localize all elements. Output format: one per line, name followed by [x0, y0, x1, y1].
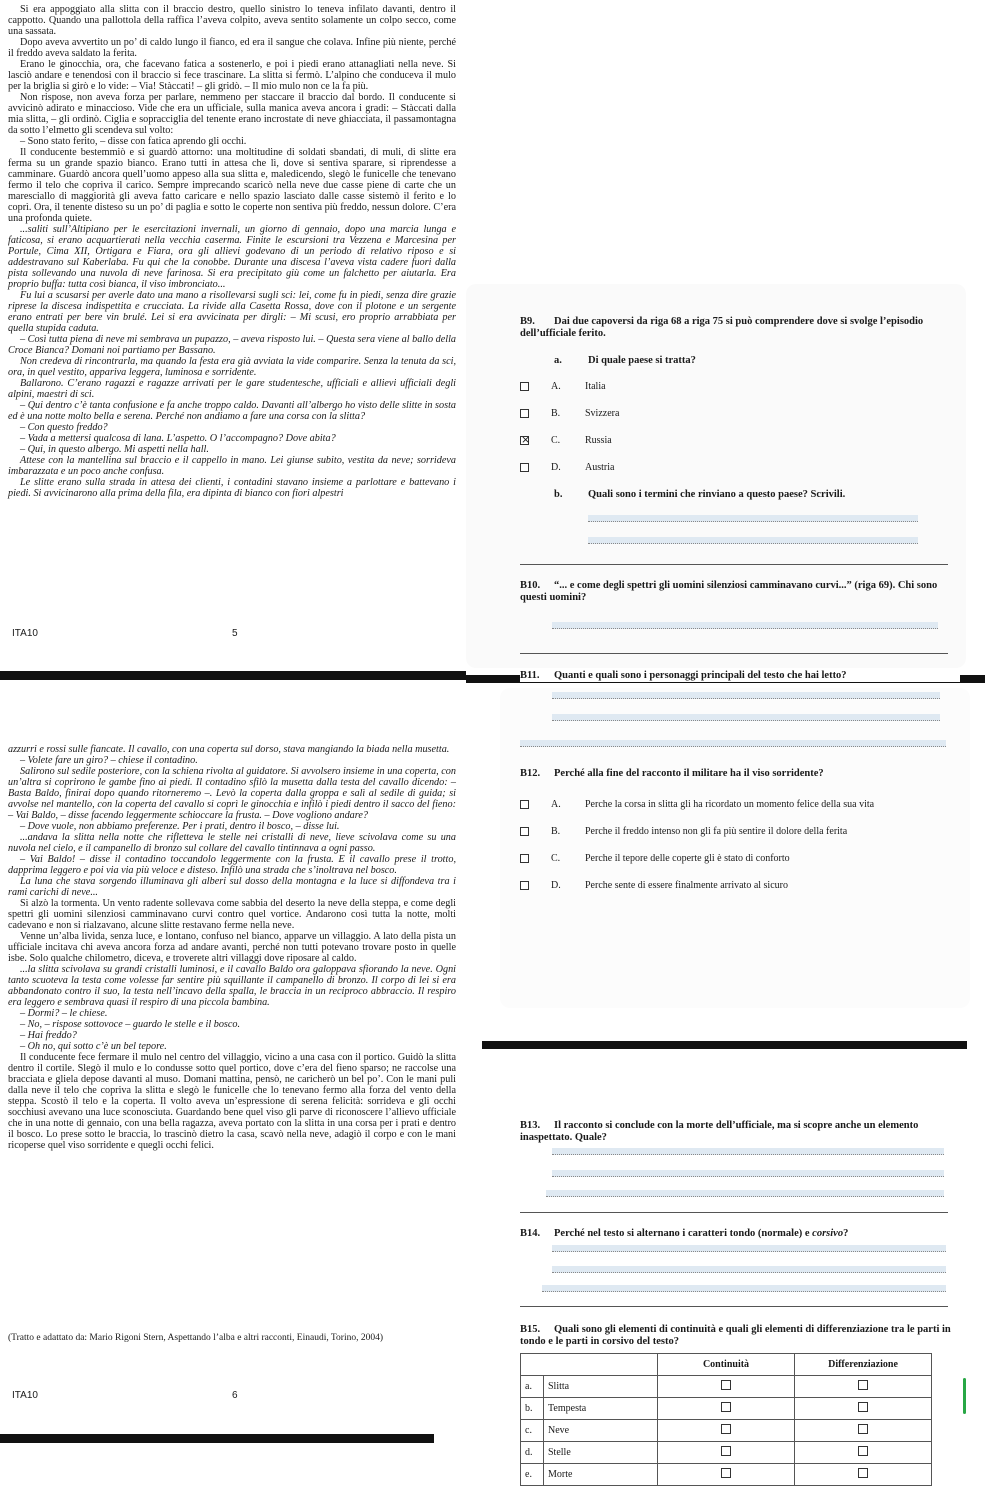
story-paragraph: Dopo aveva avvertito un po’ di caldo lungo il fianco, ed era il sangue che colava. Infine più niente, perché il freddo aveva saldato la ferita. — [8, 37, 456, 59]
differentiation-cell — [795, 1376, 932, 1398]
source-citation — [8, 1333, 456, 1344]
row-item: Slitta — [544, 1376, 658, 1398]
story-paragraph: Ballarono. C’erano ragazzi e ragazze arrivati per le gare studentesche, ufficiali e allievi ufficiali degli alpini, maestri di sci. — [8, 378, 456, 400]
story-paragraph: Attese con la mantellina sul braccio e il cappello in mano. Lei giunse subito, vestita da neve; sorrideva imbarazzata e un poco anche confusa. — [8, 455, 456, 477]
answer-line[interactable] — [552, 1148, 944, 1155]
continuity-checkbox[interactable] — [721, 1468, 731, 1478]
answer-line[interactable] — [552, 622, 938, 629]
page-6-label: ITA10 — [12, 1390, 38, 1401]
differentiation-checkbox[interactable] — [858, 1468, 868, 1478]
option-text: Perche sente di essere finalmente arrivato al sicuro — [585, 879, 788, 891]
story-paragraph: ...andava la slitta nella notte che rifletteva le stelle nei cristalli di neve, lieve scivolava come su una nuvola nel cielo, e il campanello di bronzo sul collare del cavallo tintinnava a ogni passo. — [8, 832, 456, 854]
source-text: (Tratto e adattato da: Mario Rigoni Stern, Aspettando l’alba e altri racconti, Einaudi, Torino, 2004) — [8, 1333, 384, 1343]
story-paragraph: – Qui dentro c’è tanta confusione e fa anche troppo caldo. Davanti all’albergo ho visto delle slitte in sosta ed è una notte molto bella e serena. Perché non andiamo a fare una corsa con la slitta? — [8, 400, 456, 422]
row-letter: b. — [521, 1398, 544, 1420]
answer-line[interactable] — [542, 1285, 946, 1292]
row-letter: d. — [521, 1442, 544, 1464]
row-item: Stelle — [544, 1442, 658, 1464]
question-number: B9. — [520, 316, 535, 327]
option-row[interactable] — [520, 797, 874, 811]
row-letter: a. — [521, 1376, 544, 1398]
continuity-checkbox[interactable] — [721, 1402, 731, 1412]
answer-line[interactable] — [552, 1170, 944, 1177]
option-letter: C. — [551, 434, 561, 446]
page-6-number: 6 — [232, 1390, 238, 1401]
story-paragraph: Venne un’alba livida, senza luce, e lontano, confuso nel bianco, apparve un villaggio. A lato della pista un ufficiale incitava chi aveva ancora forza ad andare avanti, perché non tutti potevano trovare posto in quelle isbe. Solo qualche chilometro, diceva, e troverete altri villaggi dove riposare al caldo. — [8, 931, 456, 964]
option-row[interactable] — [520, 851, 790, 865]
subquestion-text: Quali sono i termini che rinviano a questo paese? Scrivili. — [588, 489, 846, 500]
story-paragraph: ...saliti sull’Altipiano per le esercitazioni invernali, un giorno di gennaio, dopo una marcia lunga e faticosa, si erano acquartierati nella vecchia caserma. Finite le escursioni tra Vezzena e Marcesina per Portule, Cima XII, Ortigara e Fiara, ora gli allievi godevano di un periodo di relativo riposo e si addestravano sul Kaberlaba. Fu qui che la conobbe. Durante una discesa l’aveva vista cadere fuori dalla pista sollevando una nuvola di neve farinosa. Si era precipitato giù come un falchetto per aiutarla. Era proprio buffa: tutta così bianca, il viso imbronciato... — [8, 224, 456, 290]
row-item: Neve — [544, 1420, 658, 1442]
story-paragraph: – Con questo freddo? — [20, 422, 108, 433]
answer-line[interactable] — [588, 515, 918, 522]
subquestion-text: Di quale paese si tratta? — [588, 355, 696, 366]
row-letter: c. — [521, 1420, 544, 1442]
question-text: Il racconto si conclude con la morte dell’ufficiale, ma si scopre anche un elemento inaspettato. Quale? — [520, 1120, 919, 1143]
question-b13 — [520, 1120, 960, 1144]
option-text: Perche la corsa in slitta gli ha ricordato un momento felice della sua vita — [585, 798, 875, 810]
option-row[interactable] — [520, 824, 847, 838]
question-b14 — [520, 1228, 960, 1240]
story-paragraph: – Oh no, qui sotto c’è un bel tepore. — [20, 1041, 167, 1052]
question-page-card — [466, 284, 966, 668]
story-paragraph: – Vada a mettersi qualcosa di lana. L’aspetto. O l’accompagno? Dove abita? — [20, 433, 336, 444]
table-row — [521, 1376, 932, 1398]
option-letter: C. — [551, 852, 561, 864]
story-paragraph: Il conducente bestemmiò e si guardò attorno: una moltitudine di soldati sbandati, di muli, di slitte era ferma su un grande spazio bianco. Erano tutti in attesa che lì, dove si sentiva sparare, si riprendesse a camminare. Guardò ancora quell’uomo appeso alla sua slitta e, maledicendo, slegò le funicelle che tenevano fermo il telo che copriva il carico. Sempre imprecando scaricò nella neve due casse piene di carte che un maresciallo di maggiorità gli aveva fatto caricare e nello spazio lasciato dalle casse sistemò il ferito e lo coprì. Ora, il tenente disteso su un po’ di paglia e sotto le coperte non sentiva più freddo, nessun dolore. C’era una profonda quiete. — [8, 147, 456, 224]
option-text: Russia — [585, 434, 612, 446]
question-text-end: ? — [843, 1228, 849, 1239]
table-row — [521, 1464, 932, 1486]
story-paragraph: – Così tutta piena di neve mi sembrava un pupazzo, – aveva risposto lui. – Questa sera viene al ballo della Croce Bianca? Domani noi partiamo per Bassano. — [8, 334, 456, 356]
option-row[interactable] — [520, 406, 619, 420]
subquestion-letter: b. — [554, 489, 563, 500]
answer-line[interactable] — [588, 537, 918, 544]
story-paragraph: Erano le ginocchia, ora, che facevano fatica a sostenerlo, e poi i piedi erano attanagliati nella neve. Si lasciò andare e tenendosi con il braccio si fece trascinare. La slitta si fermò. L’alpino che conduceva il mulo per la briglia si girò e lo vide: – Via! Stàccati! – gli gridò. – Il mio mulo non ce la fa più. — [8, 59, 456, 92]
checkbox[interactable] — [520, 881, 529, 890]
question-number: B15. — [520, 1324, 541, 1335]
row-item: Tempesta — [544, 1398, 658, 1420]
question-b10 — [520, 580, 960, 604]
subquestion-letter: a. — [554, 355, 562, 366]
option-letter: B. — [551, 825, 561, 837]
story-paragraph: Salirono sul sedile posteriore, con la schiena rivolta al guidatore. Si avvolsero insieme in una coperta, con un’altra si coprirono le gambe fino ai piedi. Il contadino sfilò la musetta dalla testa del cavallo dicendo: – Basta Baldo, finirai dopo quando ritorneremo –. Levò la coperta dalla groppa e salì al sedile di guida; si avvolse nel mantello, con la coperta del cavallo si coprì le ginocchia e infilò i piedi dentro il sacco del fieno: – Vai Baldo, – disse facendo leggermente schioccare la frusta. – Dove vogliono andare? — [8, 766, 456, 821]
continuity-cell — [658, 1442, 795, 1464]
question-text-italic: corsivo — [812, 1228, 844, 1239]
option-row[interactable] — [520, 433, 612, 447]
question-text: Dai due capoversi da riga 68 a riga 75 si può comprendere dove si svolge l’episodio dell’ufficiale ferito. — [520, 316, 924, 339]
option-letter: D. — [551, 461, 561, 473]
question-text: Quanti e quali sono i personaggi principali del testo che hai letto? — [554, 670, 847, 681]
question-text: “... e come degli spettri gli uomini silenziosi camminavano curvi...” (riga 69). Chi sono questi uomini? — [520, 580, 938, 603]
row-letter: e. — [521, 1464, 544, 1486]
page-divider — [0, 1434, 434, 1443]
story-paragraph: – Dove vuole, non abbiamo preferenze. Per i prati, dentro il bosco, – disse lui. — [20, 821, 340, 832]
continuity-cell — [658, 1398, 795, 1420]
answer-line[interactable] — [552, 1245, 946, 1252]
answer-line[interactable] — [546, 1190, 944, 1197]
row-item: Morte — [544, 1464, 658, 1486]
page-5-number: 5 — [232, 628, 238, 639]
story-paragraph: – Qui, in questo albergo. Mi aspetti nella hall. — [20, 444, 209, 455]
continuity-cell — [658, 1420, 795, 1442]
page-divider — [482, 1041, 967, 1049]
story-paragraph: – Dormi? – le chiese. — [20, 1008, 108, 1019]
option-text: Svizzera — [585, 407, 620, 419]
page-divider — [0, 671, 466, 680]
story-top-column — [8, 4, 456, 499]
option-letter: A. — [551, 380, 561, 392]
checkbox[interactable] — [520, 854, 529, 863]
answer-line[interactable] — [552, 692, 940, 699]
question-number: B12. — [520, 768, 541, 779]
table-header-blank — [521, 1354, 658, 1376]
continuity-checkbox[interactable] — [721, 1446, 731, 1456]
option-letter: B. — [551, 407, 561, 419]
option-letter: D. — [551, 879, 561, 891]
story-paragraph: ...la slitta scivolava su grandi cristalli luminosi, e il cavallo Baldo ora galoppava sfiorando la neve. Ogni tanto scuoteva la testa come volesse far sentire più squillante il campanello di bronzo. Il corpo di lei si era abbandonato contro il suo, la testa nell’incavo della spalla, le braccia in un reciproco abbraccio. Il respiro era leggero e sembrava quasi il respiro di una piccola bambina. — [8, 964, 456, 1008]
table-header-differentiation: Differenziazione — [795, 1354, 932, 1376]
option-row[interactable] — [520, 878, 788, 892]
scroll-indicator[interactable] — [963, 1378, 966, 1414]
checkbox[interactable] — [520, 800, 529, 809]
question-page-card — [500, 688, 970, 1008]
differentiation-cell — [795, 1442, 932, 1464]
story-paragraph: Si era appoggiato alla slitta con il braccio destro, quello sinistro lo teneva infilato davanti, dentro il cappotto. Quando una pallottola della raffica l’aveva colpito, aveva sentito solamente un colpo secco, come una sassata. — [8, 4, 456, 37]
table-header-continuity: Continuità — [658, 1354, 795, 1376]
table-row — [521, 1398, 932, 1420]
question-b9 — [520, 316, 960, 340]
answer-line[interactable] — [552, 714, 940, 721]
question-number: B11. — [520, 670, 540, 681]
differentiation-cell — [795, 1398, 932, 1420]
page-5-label: ITA10 — [12, 628, 38, 639]
story-paragraph: – Sono stato ferito, – disse con fatica aprendo gli occhi. — [20, 136, 247, 147]
story-paragraph: – Volete fare un giro? – chiese il contadino. — [20, 755, 198, 766]
divider — [520, 653, 948, 654]
question-b11 — [520, 670, 960, 682]
table-row — [521, 1442, 932, 1464]
differentiation-checkbox[interactable] — [858, 1402, 868, 1412]
continuity-cell — [658, 1464, 795, 1486]
question-b15 — [520, 1324, 960, 1348]
story-paragraph: Il conducente fece fermare il mulo nel centro del villaggio, vicino a una casa con il portico. Guidò la slitta dentro il cortile. Slegò il mulo e lo condusse sotto quel portico, dove c’era del fieno sparso; ne raccolse una bracciata e gliela depose davanti al muso. Domani mattina, pensò, ne caricherò un bel po’. Con le mani puli dalla neve il telo che copriva la slitta e slegò le funicelle che lo tenevano fermo alla forza del vento della steppa. Scostò il telo e la coperta. Il volto aveva un’espressione di serena felicità: sorrideva e gli occhi socchiusi avevano una luce sconosciuta. Guardando bene quel viso gli parve di riconoscere l’allievo ufficiale che in una notte di gennaio, con una bella ragazza, aveva portato con la slitta in una corsa per i prati e dentro il bosco. Lo prese sotto le braccia, lo trascinò dietro la casa, scavò nella neve, adagiò il corpo e con le mani ricoperse quel viso sorridente e quegli occhi felici. — [8, 1052, 456, 1151]
option-text: Perche il tepore delle coperte gli è stato di conforto — [585, 852, 790, 864]
option-text: Italia — [585, 380, 606, 392]
story-paragraph: – No, – rispose sottovoce – guardo le stelle e il bosco. — [20, 1019, 241, 1030]
story-paragraph: Le slitte erano sulla strada in attesa dei clienti, i contadini stavano insieme a parlottare e battevano i piedi. Si avvicinarono alla prima della fila, era dipinta di bianco con fiori alpestri — [8, 477, 456, 499]
continuity-table — [520, 1353, 932, 1486]
checkbox[interactable] — [520, 827, 529, 836]
question-text: Quali sono gli elementi di continuità e quali gli elementi di differenziazione tra le parti in tondo e le parti in corsivo del testo? — [520, 1324, 951, 1347]
question-text: Perché alla fine del racconto il militare ha il viso sorridente? — [554, 768, 824, 779]
table-row — [521, 1420, 932, 1442]
continuity-checkbox[interactable] — [721, 1380, 731, 1390]
differentiation-cell — [795, 1464, 932, 1486]
answer-line[interactable] — [552, 1266, 946, 1273]
continuity-checkbox[interactable] — [721, 1424, 731, 1434]
story-paragraph: La luna che stava sorgendo illuminava gli alberi sul dosso della montagna e la luce si diffondeva tra i rami carichi di neve... — [8, 876, 456, 898]
story-paragraph: – Vai Baldo! – disse il contadino toccandolo leggermente con la frusta. E il cavallo prese il trotto, dapprima leggero e poi via via più veloce e disteso. Infilò una strada che s’inoltrava nel bosco. — [8, 854, 456, 876]
divider — [520, 1212, 948, 1213]
question-b9a — [554, 355, 954, 367]
checked-checkbox[interactable] — [520, 436, 529, 445]
story-paragraph: Fu lui a scusarsi per averle dato una mano a risollevarsi sugli sci: lei, come fu in piedi, senza dire grazie riprese la discesa indispettita e crucciata. La rivide alla Casetta Rossa, dove con il plotone e un sergente erano entrati per bere vin brulé. Lei si era avvicinata per dirgli: – Mi scusi, ero proprio arrabbiata per quella stupida caduta. — [8, 290, 456, 334]
question-number: B13. — [520, 1120, 541, 1131]
option-letter: A. — [551, 798, 561, 810]
story-paragraph: Non credeva di rincontrarla, ma quando la festa era già avviata la vide comparire. Senza la tenuta da sci, ora, in quel vestito, appariva leggera, luminosa e sorridente. — [8, 356, 456, 378]
story-paragraph: Si alzò la tormenta. Un vento radente sollevava come sabbia del deserto la neve della steppa, e come degli spettri gli uomini silenziosi camminavano curvi contro quel vortice. Andarono così tutta la notte, molti cadevano e non si rialzavano, alcune slitte restavano ferme nella neve. — [8, 898, 456, 931]
divider — [520, 1306, 948, 1307]
differentiation-checkbox[interactable] — [858, 1424, 868, 1434]
story-paragraph: Non rispose, non aveva forza per parlare, nemmeno per staccare il braccio dal bordo. Il conducente si avvicinò adirato e minaccioso. Vide che era un ufficiale, sulla manica aveva ancora i gradi: – Stàccati dalla mia slitta, – gli ordinò. Ciglia e sopracciglia del tenente erano incrostate di neve ghiacciata, il passamontagna da sotto l’elmetto gli scendeva sul volto: — [8, 92, 456, 136]
continuity-cell — [658, 1376, 795, 1398]
question-number: B10. — [520, 580, 541, 591]
option-row[interactable] — [520, 460, 614, 474]
question-b12 — [520, 768, 960, 780]
question-b9b — [554, 489, 954, 501]
option-text: Perche il freddo intenso non gli fa più sentire il dolore della ferita — [585, 825, 848, 837]
question-number: B14. — [520, 1228, 541, 1239]
differentiation-checkbox[interactable] — [858, 1446, 868, 1456]
option-text: Austria — [585, 461, 615, 473]
checkbox[interactable] — [520, 382, 529, 391]
checkbox[interactable] — [520, 463, 529, 472]
question-text: Perché nel testo si alternano i caratteri tondo (normale) e — [554, 1228, 813, 1239]
differentiation-cell — [795, 1420, 932, 1442]
story-paragraph: – Hai freddo? — [20, 1030, 77, 1041]
divider — [520, 564, 948, 565]
story-bottom-column — [8, 744, 456, 1151]
answer-line[interactable] — [520, 740, 946, 747]
story-paragraph: azzurri e rossi sulle fiancate. Il cavallo, con una coperta sul dorso, stava mangiando la biada nella musetta. — [8, 744, 450, 755]
option-row[interactable] — [520, 379, 606, 393]
differentiation-checkbox[interactable] — [858, 1380, 868, 1390]
checkbox[interactable] — [520, 409, 529, 418]
